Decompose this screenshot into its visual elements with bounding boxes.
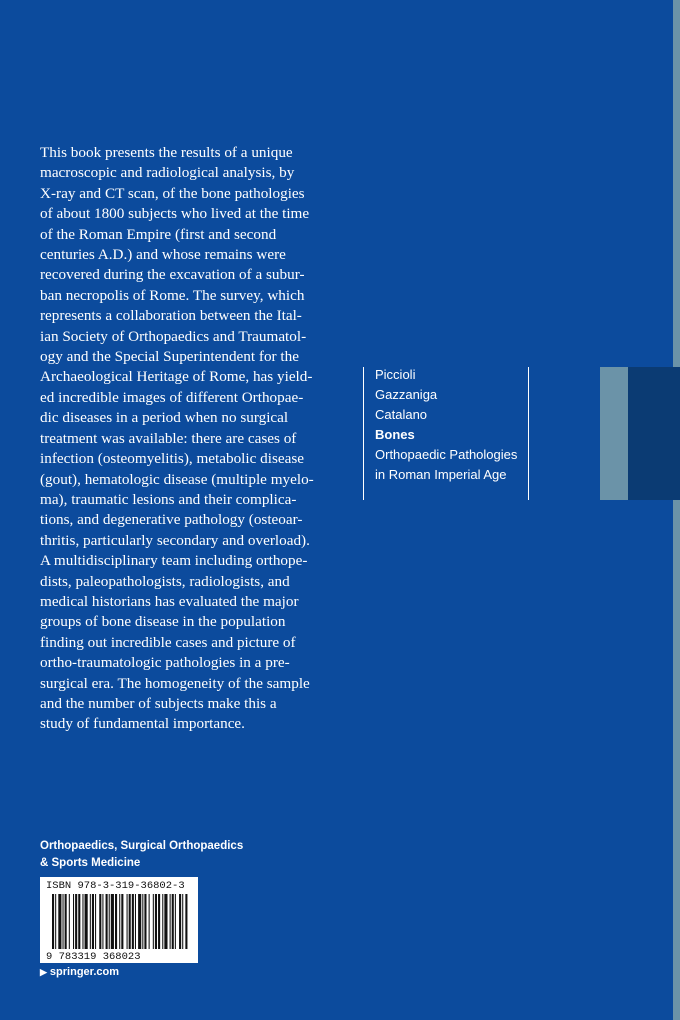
barcode-bar (155, 894, 157, 949)
barcode-bar (102, 894, 103, 949)
barcode-bar (82, 894, 83, 949)
blurb-line: dic diseases in a period when no surgical (40, 409, 289, 427)
blurb-line: X-ray and CT scan, of the bone pathologies (40, 184, 305, 202)
barcode-bar (162, 894, 163, 949)
blurb-line: ian Society of Orthopaedics and Traumatol- (40, 327, 307, 345)
blurb-line: recovered during the excavation of a subur- (40, 266, 305, 284)
publisher-url: springer.com (49, 966, 119, 978)
barcode-bar (153, 894, 154, 949)
barcode-bar (144, 894, 146, 949)
barcode-bar (142, 894, 143, 949)
barcode-bar (109, 894, 110, 949)
book-subtitle-line: Orthopaedic Pathologies (375, 447, 518, 462)
barcode-bar (90, 894, 91, 949)
barcode-bar (138, 894, 141, 949)
barcode-bar (175, 894, 176, 949)
barcode-bar (127, 894, 128, 949)
barcode-bars (40, 877, 198, 963)
barcode-bar (132, 894, 134, 949)
blurb-line: and the number of subjects make this a (40, 694, 277, 712)
barcode-bar (58, 894, 61, 949)
blurb-line: tions, and degenerative pathology (osteoar- (40, 511, 303, 529)
barcode-bar (63, 894, 64, 949)
series-title (40, 838, 243, 871)
barcode-bar (115, 894, 117, 949)
publisher-link[interactable] (40, 966, 119, 978)
arrow-right-icon: ▶ (40, 967, 47, 977)
blurb-line: ma), traumatic lesions and their complica- (40, 490, 297, 508)
author-name: Piccioli (375, 367, 416, 382)
barcode-bar (95, 894, 96, 949)
blurb-line: macroscopic and radiological analysis, by (40, 164, 295, 182)
barcode-bar (52, 894, 54, 949)
blurb-line: Archaeological Heritage of Rome, has yield- (40, 368, 313, 386)
back-cover-blurb (40, 143, 356, 735)
book-subtitle-line: in Roman Imperial Age (375, 467, 507, 482)
blurb-line: thritis, particularly secondary and overload). (40, 531, 310, 549)
barcode-bar (135, 894, 136, 949)
right-divider-rule (528, 367, 529, 500)
book-title: Bones (375, 427, 415, 442)
author-name: Gazzaniga (375, 387, 438, 402)
barcode-bar (69, 894, 70, 949)
accent-block-light (600, 367, 628, 500)
barcode-bar (75, 894, 77, 949)
barcode-bar (106, 894, 108, 949)
author-name: Catalano (375, 407, 428, 422)
barcode-bar (85, 894, 88, 949)
barcode-bar (185, 894, 187, 949)
blurb-line: dists, paleopathologists, radiologists, and (40, 572, 290, 590)
barcode-bar (182, 894, 183, 949)
blurb-line: of about 1800 subjects who lived at the time (40, 205, 310, 223)
barcode-bar (119, 894, 120, 949)
blurb-line: ogy and the Special Superintendent for the (40, 348, 299, 366)
blurb-line: medical historians has evaluated the major (40, 592, 299, 610)
barcode-bar (92, 894, 94, 949)
blurb-line: represents a collaboration between the Ital- (40, 307, 302, 325)
barcode-bar (121, 894, 123, 949)
barcode-bar (78, 894, 80, 949)
blurb-line: treatment was available: there are cases of (40, 429, 297, 447)
barcode-bar (111, 894, 114, 949)
barcode-bar (164, 894, 167, 949)
blurb-line: ortho-traumatologic pathologies in a pre- (40, 654, 290, 672)
barcode-bar (55, 894, 56, 949)
isbn-barcode (40, 877, 198, 963)
blurb-line: of the Roman Empire (first and second (40, 225, 277, 243)
blurb-line: study of fundamental importance. (40, 715, 245, 733)
barcode-bar (172, 894, 174, 949)
accent-block-dark (628, 367, 680, 500)
blurb-line: A multidisciplinary team including orthope- (40, 552, 308, 570)
barcode-bar (65, 894, 67, 949)
blurb-line: surgical era. The homogeneity of the sample (40, 674, 310, 692)
blurb-line: centuries A.D.) and whose remains were (40, 246, 286, 264)
barcode-bar (149, 894, 150, 949)
blurb-line: groups of bone disease in the population (40, 613, 286, 631)
right-edge-stripe (673, 0, 680, 1020)
blurb-line: infection (osteomyelitis), metabolic disease (40, 450, 305, 468)
barcode-bar (158, 894, 160, 949)
left-divider-rule (363, 367, 364, 500)
blurb-line: ban necropolis of Rome. The survey, which (40, 286, 305, 304)
barcode-bar (73, 894, 74, 949)
blurb-line: (gout), hematologic disease (multiple myelo- (40, 470, 314, 488)
blurb-line: This book presents the results of a unique (40, 144, 293, 161)
series-line: & Sports Medicine (40, 856, 141, 869)
barcode-bar (179, 894, 181, 949)
barcode-bar (99, 894, 101, 949)
blurb-line: ed incredible images of different Orthopae- (40, 388, 304, 406)
barcode-digits: 9 783319 368023 (46, 951, 141, 963)
series-line: Orthopaedics, Surgical Orthopaedics (40, 840, 244, 852)
isbn-number: ISBN 978-3-319-36802-3 (46, 880, 185, 892)
title-block (375, 365, 517, 485)
barcode-bar (170, 894, 171, 949)
barcode-bar (129, 894, 131, 949)
blurb-line: finding out incredible cases and picture of (40, 633, 296, 651)
